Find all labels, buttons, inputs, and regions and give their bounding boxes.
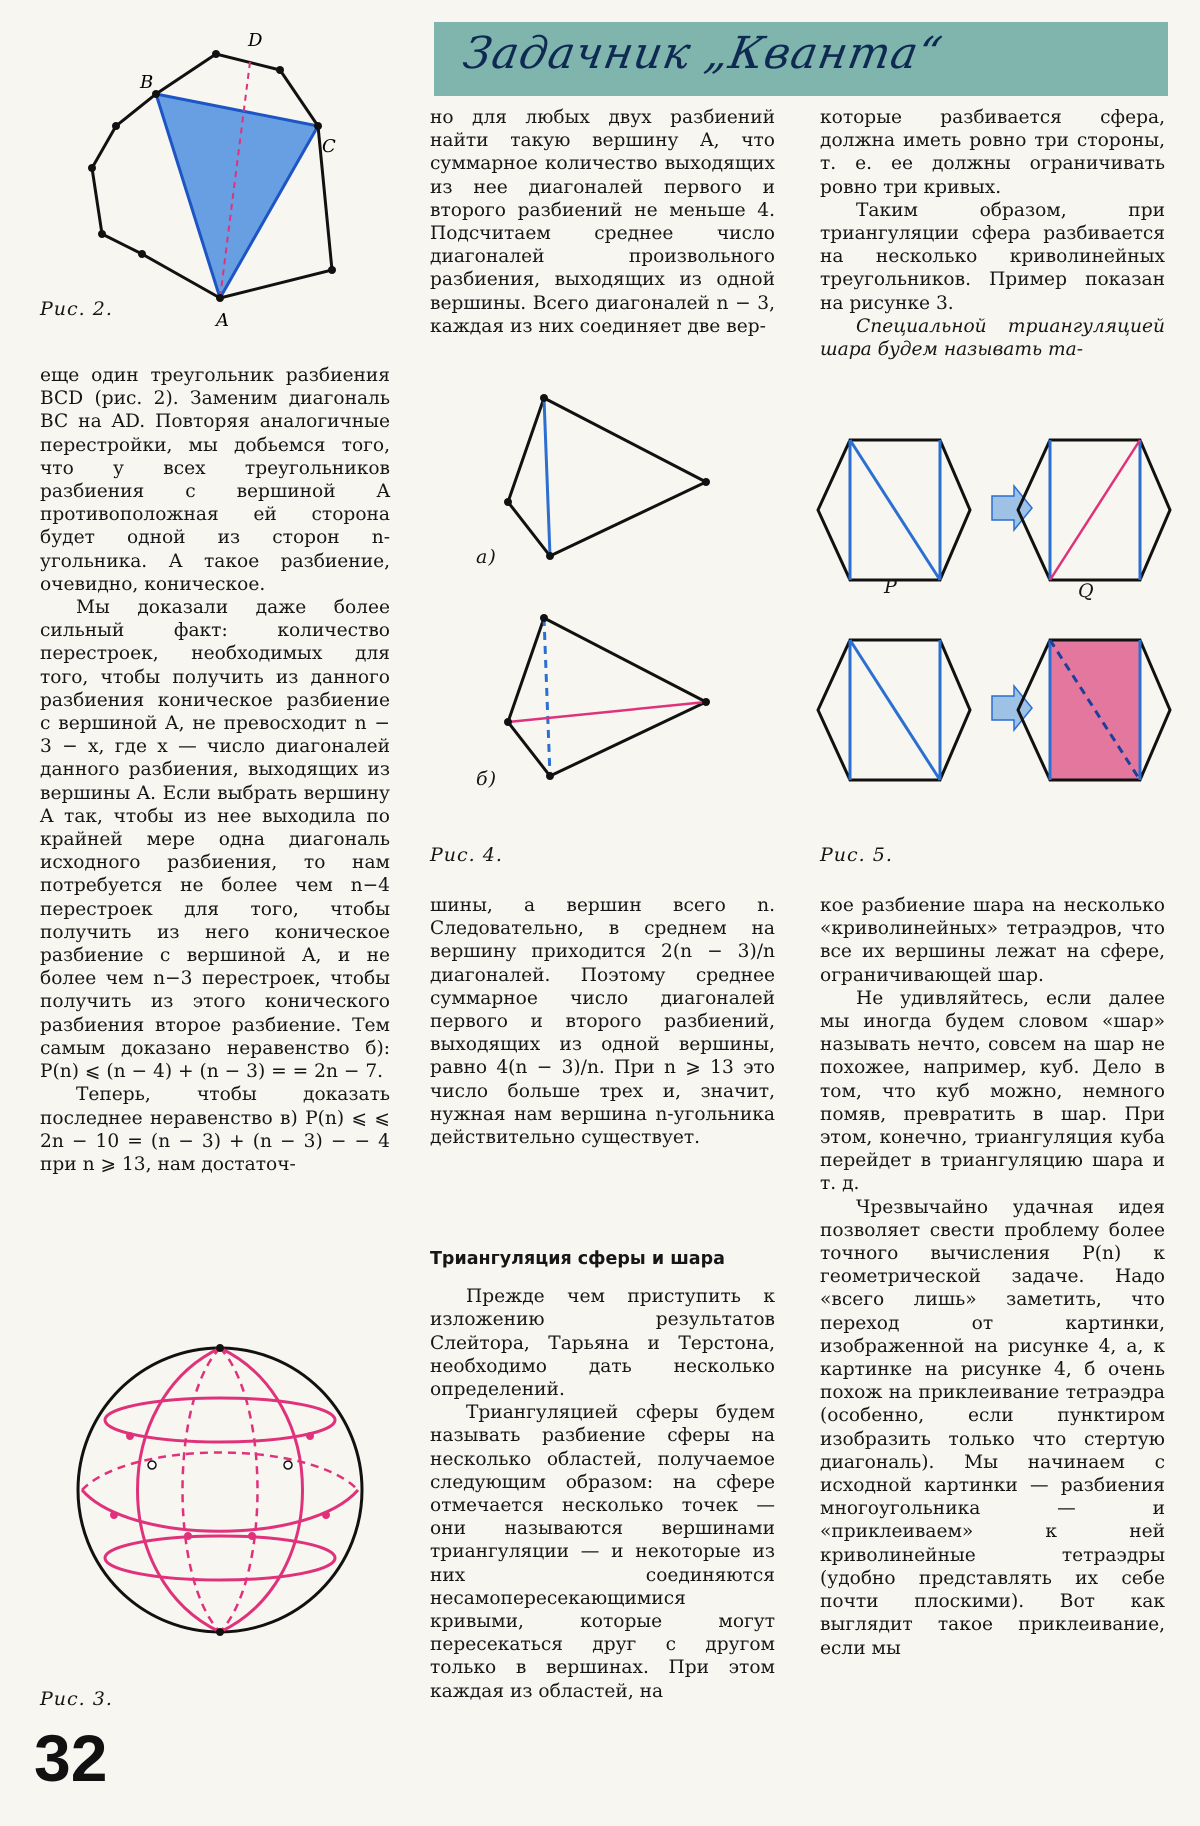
figure-2 (60, 30, 360, 330)
figure-3 (70, 1340, 370, 1640)
col1-para-2: Мы доказали даже более сильный факт: количество перестроек, необходимых для того, чтобы получить из данного разбиения коническое разбиение с вершиной A, не превосходит n − 3 − x, где x — число диагоналей данного разбиения, выходящих из вершины A. Если выбрать вершину A так, чтобы из нее выходила по крайней мере одна диагональ исходного разбиения, то нам потребуется не более чем n−4 перестроек для того, чтобы получить из него коническое разбиение с вершиной A, и не более чем n−3 перестроек, чтобы получить из этого конического разбиения второе разбиение. Тем самым доказано неравенство б): P(n) ⩽ (n − 4) + (n − 3) = = 2n − 7. (40, 597, 390, 1083)
column-3-bottom (820, 894, 1165, 1660)
column-2-bottom (430, 1248, 775, 1703)
col2-bottom-para-1: Прежде чем приступить к изложению результатов Слейтора, Тарьяна и Терстона, необходимо дать несколько определений. (430, 1286, 775, 1401)
column-2-middle (430, 894, 775, 1149)
col3-bottom-para-3: Чрезвычайно удачная идея позволяет свести проблему более точного вычисления P(n) к геометрической задаче. Надо «всего лишь» заметить, что переход от картинки, изображенной на рисунке 4, а, к картинке на рисунке 4, б очень похож на приклеивание тетраэдра (особенно, если пунктиром изобразить только что стертую диагональ). Мы начинаем с исходной картинки — разбиения многоугольника — и «приклеиваем» к ней криволинейные тетраэдры (удобно представлять их себе почти плоскими). Вот как выглядит такое приклеивание, если мы (820, 1196, 1165, 1659)
section-title: Триангуляция сферы и шара (430, 1249, 725, 1269)
fig3-caption: Рис. 3. (40, 1688, 113, 1710)
column-3-top (820, 106, 1165, 361)
column-2-top (430, 106, 775, 338)
header-banner (434, 22, 1168, 96)
fig4-label-a: а) (476, 546, 497, 568)
fig5-label-p: P (884, 576, 898, 598)
fig5-caption: Рис. 5. (820, 844, 893, 866)
col3-bottom-para-2: Не удивляйтесь, если далее мы иногда будем словом «шар» называть нечто, совсем на шар не похожее, например, куб. Дело в том, что куб можно, немного помяв, превратить в шар. При этом, конечно, триангуляция куба перейдет в триангуляцию шара и т. д. (820, 987, 1165, 1195)
col1-para-3: Теперь, чтобы доказать последнее неравенство в) P(n) ⩽ ⩽ 2n − 10 = (n − 3) + (n − 3) − − 4 при n ⩾ 13, нам достаточ- (40, 1084, 390, 1175)
col3-top-para-2: Таким образом, при триангуляции сфера разбивается на несколько криволинейных треугольников. Пример показан на рисунке 3. (820, 199, 1165, 314)
col3-top-para-3: Специальной триангуляцией шара будем называть та- (820, 315, 1165, 361)
fig5-label-q: Q (1078, 580, 1095, 602)
fig4-label-b: б) (476, 768, 498, 790)
label-d: D (248, 30, 263, 51)
label-b: B (140, 72, 154, 93)
col3-top-para-1: которые разбивается сфера, должна иметь ровно три стороны, т. е. ее должны ограничивать ровно три кривых. (820, 107, 1165, 198)
label-a: A (216, 310, 229, 330)
figure-5 (810, 420, 1180, 800)
col2-mid-text: шины, а вершин всего n. Следовательно, в среднем на вершину приходится 2(n − 3)/n диагоналей. Поэтому среднее суммарное число диагоналей первого и второго разбиений, выходящих из одной вершины, равно 4(n − 3)/n. При n ⩾ 13 это число больше трех и, значит, нужная нам вершина n-угольника действительно существует. (430, 895, 775, 1149)
col3-bottom-para-1: кое разбиение шара на несколько «криволинейных» тетраэдров, что все их вершины лежат на сфере, ограничивающей шар. (820, 895, 1165, 986)
col1-para-1: еще один треугольник разбиения BCD (рис. 2). Заменим диагональ BC на AD. Повторяя аналогичные перестройки, мы добьемся того, что у всех треугольников разбиения с вершиной A противоположная ей сторона будет одной из сторон n-угольника. А такое разбиение, очевидно, коническое. (40, 365, 390, 595)
sphere-outline (78, 1348, 362, 1632)
col2-top-text: но для любых двух разбиений найти такую вершину A, что суммарное количество выходящих из нее диагоналей первого и второго разбиений не меньше 4. Подсчитаем среднее число диагоналей произвольного разбиения, выходящих из одной вершины. Всего диагоналей n − 3, каждая из них соединяет две вер- (430, 107, 775, 337)
header-title: Задачник „Кванта“ (459, 28, 947, 79)
label-c: C (322, 136, 336, 157)
page-number: 32 (34, 1721, 108, 1795)
column-1 (40, 364, 390, 1176)
fig2-caption: Рис. 2. (40, 298, 113, 320)
fig4-caption: Рис. 4. (430, 844, 503, 866)
col2-bottom-para-2: Триангуляцией сферы будем называть разбиение сферы на несколько областей, получаемое следующим образом: на сфере отмечается несколько точек — они называются вершинами триангуляции — и некоторые из них соединяются несамопересекающимися кривыми, которые могут пересекаться друг с другом только в вершинах. При этом каждая из областей, на (430, 1402, 775, 1702)
figure-4a (480, 390, 740, 570)
figure-4b (480, 608, 740, 788)
